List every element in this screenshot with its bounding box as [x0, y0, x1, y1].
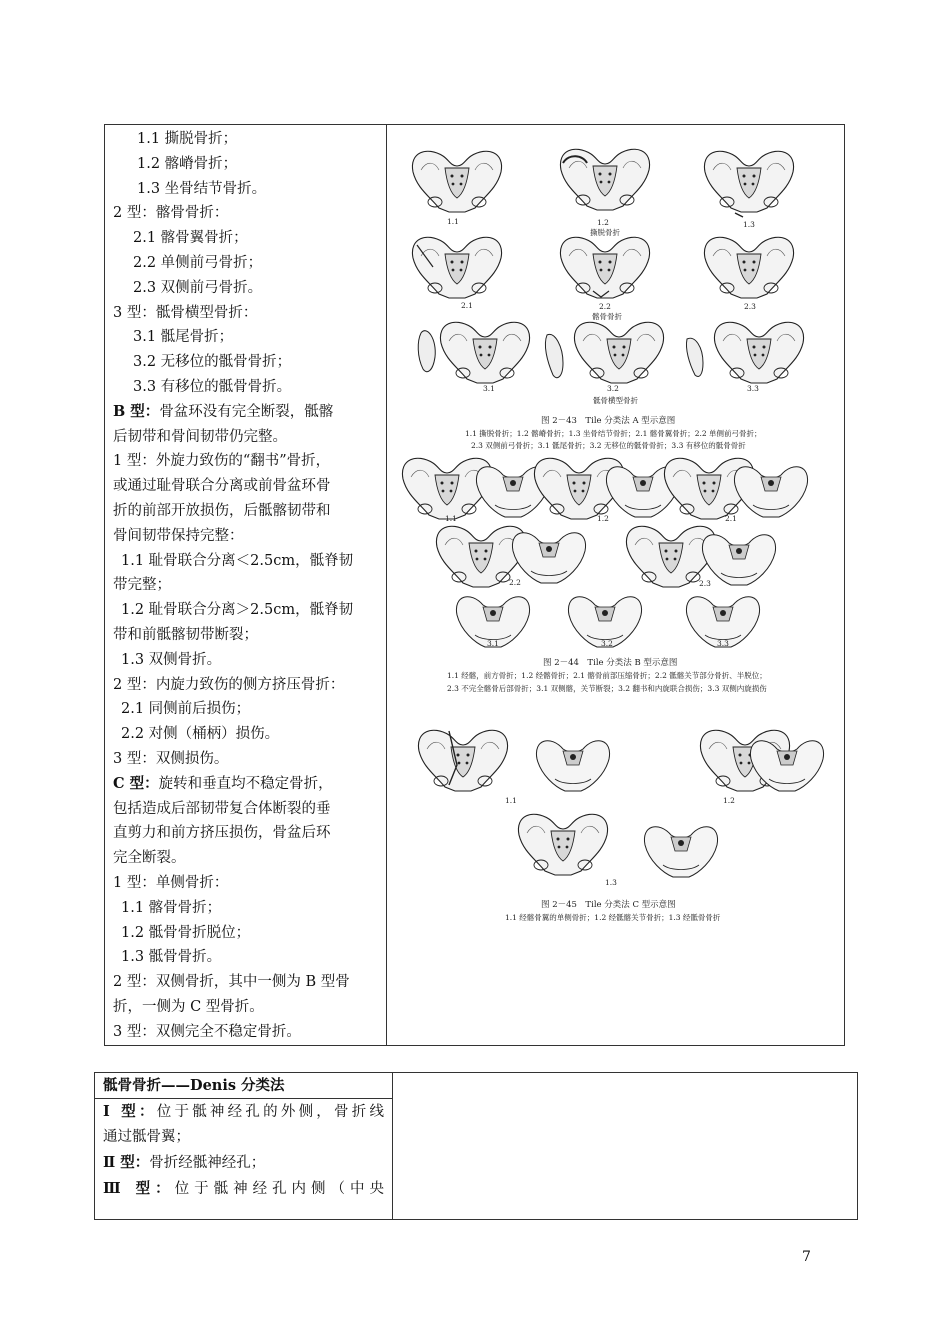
- line-text: 2 型：髂骨骨折：: [113, 205, 229, 222]
- figA-label-3-1: 3.1: [483, 384, 495, 393]
- tile-text-line: [113, 697, 382, 722]
- figB-label-1-2: 1.2: [597, 514, 609, 523]
- line-text: 3.2 无移位的骶骨骨折；: [133, 354, 292, 371]
- tile-text-line: [113, 945, 382, 970]
- line-text: 折，一侧为 C 型骨折。: [113, 998, 264, 1015]
- line-text: 旋转和垂直均不稳定骨折，: [158, 775, 333, 792]
- line-text: 3 型：双侧损伤。: [113, 750, 229, 767]
- figB-label-1-1: 1.1: [445, 514, 457, 523]
- line-text: 1.1 耻骨联合分离＜2.5cm，骶脊韧: [121, 552, 354, 569]
- tile-text-line: [113, 722, 382, 747]
- type-heading: C 型：: [113, 774, 159, 792]
- figA-label-2-2: 2.2: [599, 302, 611, 311]
- tile-text-line: [113, 276, 382, 301]
- line-text: 2.1 髂骨翼骨折；: [133, 230, 248, 247]
- tile-text-line: [113, 474, 382, 499]
- tile-text-line: [113, 400, 382, 425]
- line-text: 完全断裂。: [113, 850, 186, 867]
- line-text: 包括造成后部韧带复合体断裂的垂: [113, 800, 331, 817]
- figA-label-3-3: 3.3: [747, 384, 759, 393]
- figB-label-3-2: 3.2: [601, 639, 613, 648]
- line-text: 1.2 髂嵴骨折；: [137, 155, 238, 172]
- tile-text-line: [113, 772, 382, 797]
- tile-text-line: [113, 201, 382, 226]
- tile-text-line: [113, 325, 382, 350]
- tile-text-line: [113, 1020, 382, 1045]
- tile-figure-column: [387, 125, 844, 1045]
- tile-text-line: [113, 301, 382, 326]
- tile-text-line: [113, 921, 382, 946]
- figA-group-3: 骶骨横型骨折: [593, 396, 638, 405]
- figC-desc-1: 1.1 经髂骨翼的单侧骨折；1.2 经骶髂关节骨折；1.3 经骶骨骨折: [505, 913, 721, 922]
- denis-line-text: 位于骶神经孔的外侧，骨折线: [156, 1104, 384, 1120]
- figA-label-1-1: 1.1: [447, 217, 459, 226]
- denis-header: 骶骨骨折——Denis 分类法: [95, 1073, 392, 1099]
- figA-group-1: 撕脱骨折: [590, 228, 620, 237]
- page-number: 7: [802, 1249, 811, 1265]
- line-text: 后韧带和骨间韧带仍完整。: [113, 428, 287, 445]
- figA-label-3-2: 3.2: [607, 384, 619, 393]
- tile-classification-table: [104, 124, 845, 1046]
- denis-line: [103, 1150, 384, 1176]
- tile-figures: [387, 125, 844, 1045]
- figB-desc-1: 1.1 经髂，前方骨折；1.2 经髂骨折；2.1 髂骨前部压缩骨折；2.2 骶髂关节部分骨折、半脱位；: [447, 671, 767, 680]
- denis-line: [103, 1176, 384, 1202]
- figA-label-2-3: 2.3: [744, 302, 756, 311]
- denis-type-heading: Ⅱ 型：: [103, 1154, 150, 1171]
- tile-text-line: [113, 623, 382, 648]
- denis-type-heading: Ⅲ 型：: [103, 1180, 175, 1197]
- tile-text-line: [113, 797, 382, 822]
- line-text: 3.3 有移位的骶骨骨折。: [133, 378, 292, 395]
- figA-desc-1: 1.1 撕脱骨折；1.2 髂嵴骨折；1.3 坐骨结节骨折；2.1 髂骨翼骨折；2.2 单侧前弓骨折；: [465, 429, 762, 438]
- denis-text-column: [95, 1073, 393, 1219]
- denis-line: [103, 1125, 384, 1150]
- line-text: 骨间韧带保持完整：: [113, 527, 244, 544]
- tile-text-line: [113, 524, 382, 549]
- tile-text-line: [113, 896, 382, 921]
- figB-label-3-3: 3.3: [717, 639, 729, 648]
- denis-classification-table: [94, 1072, 858, 1220]
- line-text: 2.1 同侧前后损伤；: [121, 701, 251, 718]
- line-text: 或通过耻骨联合分离或前骨盆环骨: [113, 478, 331, 495]
- tile-text-line: [113, 350, 382, 375]
- figC-label-1-1: 1.1: [505, 796, 517, 805]
- line-text: 1.2 骶骨骨折脱位；: [121, 924, 251, 941]
- line-text: 2.2 对侧（桶柄）损伤。: [121, 726, 280, 743]
- tile-text-line: [113, 821, 382, 846]
- line-text: 1.3 坐骨结节骨折。: [137, 180, 267, 197]
- line-text: 2.2 单侧前弓骨折；: [133, 254, 263, 271]
- line-text: 1 型：外旋力致伤的“翻书”骨折，: [113, 453, 331, 470]
- tile-text-line: [113, 598, 382, 623]
- line-text: 2 型：双侧骨折，其中一侧为 B 型骨: [113, 974, 350, 991]
- figB-label-2-1: 2.1: [725, 514, 737, 523]
- line-text: 直剪力和前方挤压损伤，骨盆后环: [113, 825, 331, 842]
- tile-text-line: [113, 846, 382, 871]
- tile-text-line: [113, 449, 382, 474]
- figA-desc-2: 2.3 双侧前弓骨折；3.1 骶尾骨折；3.2 无移位的骶骨骨折；3.3 有移位的骶骨骨折: [471, 441, 746, 450]
- denis-line-text: 骨折经骶神经孔；: [149, 1155, 266, 1171]
- tile-text-line: [113, 747, 382, 772]
- figC-label-1-3: 1.3: [605, 878, 617, 887]
- tile-text-line: [113, 573, 382, 598]
- denis-line: [103, 1099, 384, 1125]
- tile-text-line: [113, 648, 382, 673]
- line-text: 1.3 骶骨骨折。: [121, 949, 222, 966]
- line-text: 1.1 撕脱骨折；: [137, 131, 238, 147]
- denis-line-text: 通过骶骨翼；: [103, 1129, 190, 1145]
- line-text: 带和前骶髂韧带断裂；: [113, 626, 258, 643]
- figC-label-1-2: 1.2: [723, 796, 735, 805]
- tile-text-line: [113, 970, 382, 995]
- tile-text-line: [113, 995, 382, 1020]
- tile-text-line: [113, 673, 382, 698]
- line-text: 1 型：单侧骨折：: [113, 874, 229, 891]
- denis-type-heading: Ⅰ 型：: [103, 1103, 157, 1120]
- figC-title: 图 2－45 Tile 分类法 C 型示意图: [541, 900, 676, 910]
- line-text: 折的前部开放损伤，后骶髂韧带和: [113, 502, 331, 519]
- line-text: 1.1 髂骨骨折；: [121, 899, 222, 916]
- line-text: 1.3 双侧骨折。: [121, 651, 222, 668]
- line-text: 1.2 耻骨联合分离＞2.5cm，骶脊韧: [121, 602, 354, 619]
- line-text: 骨盆环没有完全断裂，骶髂: [159, 403, 334, 420]
- figB-label-2-3: 2.3: [699, 579, 711, 588]
- figA-group-2: 髂骨骨折: [592, 312, 622, 321]
- tile-text-line: [113, 226, 382, 251]
- figA-label-2-1: 2.1: [461, 301, 473, 310]
- line-text: 3 型：双侧完全不稳定骨折。: [113, 1023, 301, 1040]
- line-text: 2 型：内旋力致伤的侧方挤压骨折：: [113, 676, 345, 693]
- tile-text-line: [113, 152, 382, 177]
- line-text: 3 型：骶骨横型骨折：: [113, 304, 258, 321]
- denis-body: [95, 1099, 392, 1202]
- figA-label-1-3: 1.3: [743, 220, 755, 229]
- figB-desc-2: 2.3 不完全髂骨后部骨折；3.1 双侧髂，关节断裂；3.2 翻书和内旋联合损伤；3.3 双侧内旋损伤: [447, 684, 767, 693]
- figA-title: 图 2－43 Tile 分类法 A 型示意图: [541, 416, 676, 426]
- tile-text-line: [113, 177, 382, 202]
- line-text: 3.1 骶尾骨折；: [133, 329, 234, 346]
- tile-text-line: [113, 499, 382, 524]
- figB-label-3-1: 3.1: [487, 639, 499, 648]
- tile-text-column: [105, 125, 387, 1045]
- tile-text-line: [113, 425, 382, 450]
- tile-text-line: [113, 549, 382, 574]
- figB-label-2-2: 2.2: [509, 578, 521, 587]
- figA-label-1-2: 1.2: [597, 218, 609, 227]
- tile-text-line: [113, 251, 382, 276]
- tile-text-line: [113, 127, 382, 152]
- line-text: 2.3 双侧前弓骨折。: [133, 279, 263, 296]
- type-heading: B 型：: [113, 402, 160, 420]
- tile-text-line: [113, 871, 382, 896]
- denis-line-text: 位于骶神经孔内侧（中央: [174, 1181, 384, 1197]
- tile-text-line: [113, 375, 382, 400]
- line-text: 带完整；: [113, 577, 171, 594]
- figB-title: 图 2－44 Tile 分类法 B 型示意图: [543, 658, 678, 668]
